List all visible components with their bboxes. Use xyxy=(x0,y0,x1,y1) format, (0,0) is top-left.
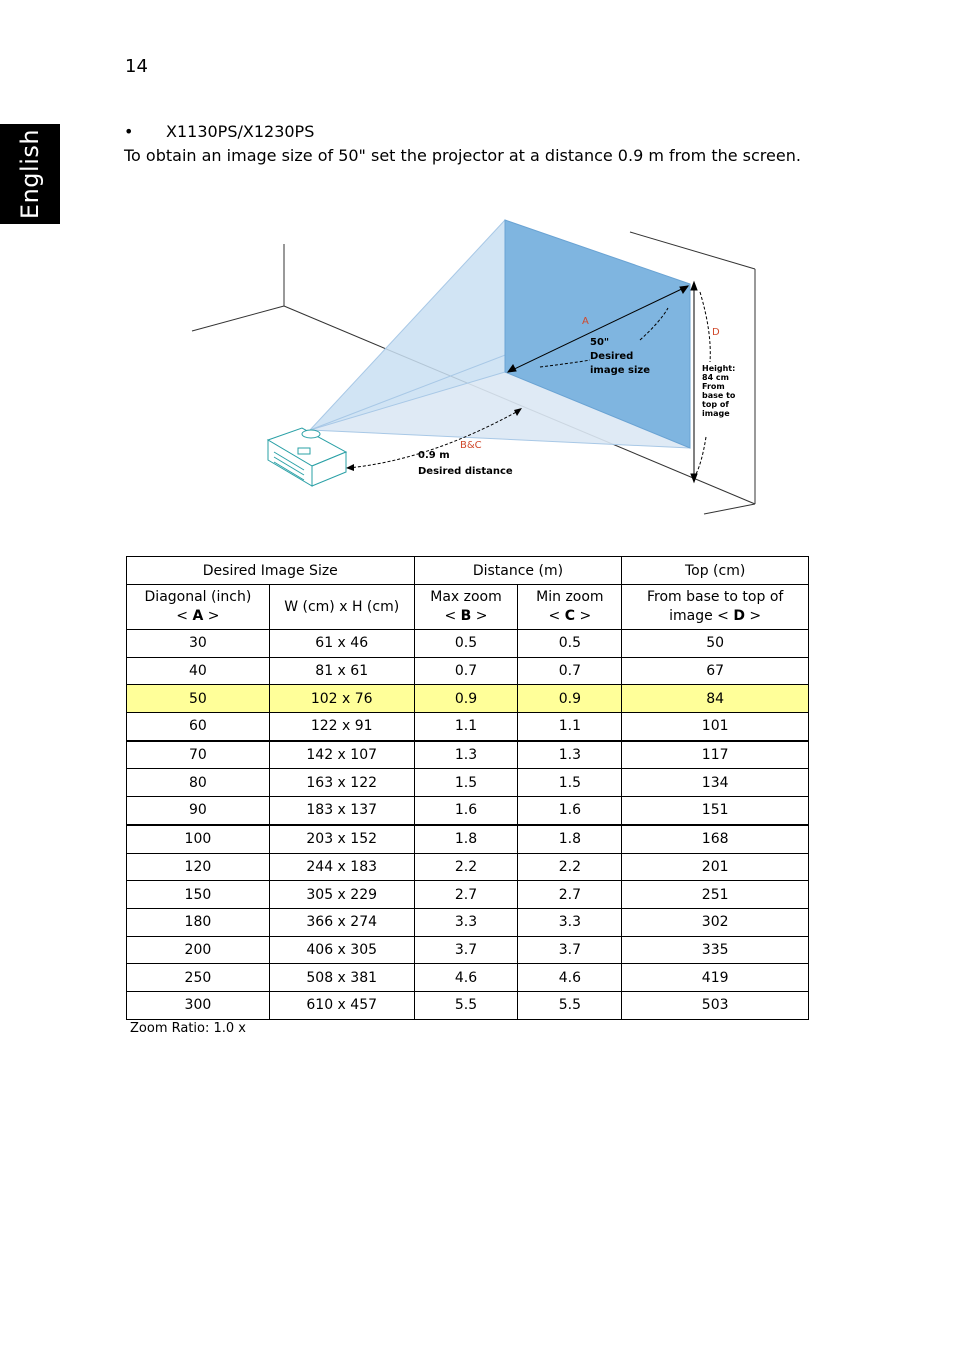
cell-max-zoom: 1.6 xyxy=(414,797,518,825)
cell-max-zoom: 1.3 xyxy=(414,741,518,769)
height-label xyxy=(702,364,738,418)
cell-min-zoom: 1.1 xyxy=(518,713,622,741)
cell-dimensions: 61 x 46 xyxy=(269,630,414,658)
cell-min-zoom: 1.8 xyxy=(518,825,622,853)
table-row xyxy=(127,657,809,685)
cell-min-zoom: 0.7 xyxy=(518,657,622,685)
column-header-dimensions: W (cm) x H (cm) xyxy=(269,585,414,630)
cell-top: 67 xyxy=(622,657,809,685)
cell-max-zoom: 1.8 xyxy=(414,825,518,853)
cell-diagonal: 60 xyxy=(127,713,270,741)
cell-min-zoom: 5.5 xyxy=(518,991,622,1019)
table-row xyxy=(127,991,809,1019)
cell-diagonal: 200 xyxy=(127,936,270,964)
cell-top: 134 xyxy=(622,769,809,797)
cell-dimensions: 163 x 122 xyxy=(269,769,414,797)
cell-min-zoom: 1.3 xyxy=(518,741,622,769)
table-row xyxy=(127,936,809,964)
table-row xyxy=(127,881,809,909)
group-header-top: Top (cm) xyxy=(622,557,809,585)
distance-caption: Desired distance xyxy=(418,466,513,477)
cell-max-zoom: 5.5 xyxy=(414,991,518,1019)
cell-dimensions: 244 x 183 xyxy=(269,853,414,881)
height-arrow xyxy=(691,282,697,482)
group-header-image-size: Desired Image Size xyxy=(127,557,415,585)
table-row xyxy=(127,685,809,713)
label-bc: B&C xyxy=(460,440,482,451)
cell-top: 50 xyxy=(622,630,809,658)
cell-max-zoom: 0.9 xyxy=(414,685,518,713)
cell-min-zoom: 1.6 xyxy=(518,797,622,825)
table-row xyxy=(127,853,809,881)
cell-dimensions: 142 x 107 xyxy=(269,741,414,769)
cell-min-zoom: 0.5 xyxy=(518,630,622,658)
bullet-icon: • xyxy=(124,122,134,141)
cell-diagonal: 150 xyxy=(127,881,270,909)
height-line: Height: xyxy=(702,364,736,373)
cell-top: 419 xyxy=(622,964,809,992)
cell-top: 251 xyxy=(622,881,809,909)
cell-diagonal: 300 xyxy=(127,991,270,1019)
cell-diagonal: 90 xyxy=(127,797,270,825)
cell-dimensions: 122 x 91 xyxy=(269,713,414,741)
cell-dimensions: 406 x 305 xyxy=(269,936,414,964)
distance-table xyxy=(126,556,809,1020)
cell-min-zoom: 2.7 xyxy=(518,881,622,909)
cell-diagonal: 30 xyxy=(127,630,270,658)
cell-top: 335 xyxy=(622,936,809,964)
table-row xyxy=(127,908,809,936)
image-size-line: 50" xyxy=(590,337,610,348)
table-group-header-row xyxy=(127,557,809,585)
height-line: From xyxy=(702,382,725,391)
cell-min-zoom: 2.2 xyxy=(518,853,622,881)
height-line: 84 cm xyxy=(702,373,729,382)
table-row xyxy=(127,769,809,797)
projector-icon xyxy=(268,428,346,486)
cell-top: 151 xyxy=(622,797,809,825)
distance-value: 0.9 m xyxy=(418,450,450,461)
image-size-line: Desired xyxy=(590,351,634,362)
cell-dimensions: 508 x 381 xyxy=(269,964,414,992)
cell-diagonal: 180 xyxy=(127,908,270,936)
cell-max-zoom: 4.6 xyxy=(414,964,518,992)
model-bullet xyxy=(124,122,314,141)
cell-dimensions: 366 x 274 xyxy=(269,908,414,936)
table-row xyxy=(127,964,809,992)
cell-diagonal: 70 xyxy=(127,741,270,769)
height-line: top of xyxy=(702,400,729,409)
projection-diagram xyxy=(180,212,780,532)
cell-diagonal: 40 xyxy=(127,657,270,685)
cell-top: 302 xyxy=(622,908,809,936)
column-header-top: From base to top of image < D > xyxy=(622,585,809,630)
table-row xyxy=(127,741,809,769)
cell-dimensions: 183 x 137 xyxy=(269,797,414,825)
cell-min-zoom: 0.9 xyxy=(518,685,622,713)
height-line: base to xyxy=(702,391,736,400)
table-row xyxy=(127,825,809,853)
cell-dimensions: 102 x 76 xyxy=(269,685,414,713)
cell-max-zoom: 0.7 xyxy=(414,657,518,685)
cell-diagonal: 80 xyxy=(127,769,270,797)
language-tab xyxy=(0,124,60,224)
table-row xyxy=(127,713,809,741)
cell-max-zoom: 1.5 xyxy=(414,769,518,797)
cell-diagonal: 50 xyxy=(127,685,270,713)
cell-top: 201 xyxy=(622,853,809,881)
cell-max-zoom: 3.3 xyxy=(414,908,518,936)
label-d: D xyxy=(712,327,720,338)
label-a: A xyxy=(582,316,589,327)
cell-min-zoom: 3.3 xyxy=(518,908,622,936)
cell-top: 84 xyxy=(622,685,809,713)
model-name: X1130PS/X1230PS xyxy=(166,122,315,141)
cell-max-zoom: 0.5 xyxy=(414,630,518,658)
cell-dimensions: 610 x 457 xyxy=(269,991,414,1019)
cell-top: 168 xyxy=(622,825,809,853)
cell-diagonal: 250 xyxy=(127,964,270,992)
language-tab-label: English xyxy=(16,128,44,220)
cell-diagonal: 120 xyxy=(127,853,270,881)
image-size-line: image size xyxy=(590,365,650,376)
column-header-min-zoom: Min zoom < C > xyxy=(518,585,622,630)
zoom-ratio-note: Zoom Ratio: 1.0 x xyxy=(130,1021,246,1036)
cell-dimensions: 203 x 152 xyxy=(269,825,414,853)
cell-top: 101 xyxy=(622,713,809,741)
cell-top: 117 xyxy=(622,741,809,769)
height-line: image xyxy=(702,409,730,418)
cell-min-zoom: 3.7 xyxy=(518,936,622,964)
group-header-distance: Distance (m) xyxy=(414,557,622,585)
intro-text: To obtain an image size of 50" set the projector at a distance 0.9 m from the screen. xyxy=(124,146,801,165)
cell-diagonal: 100 xyxy=(127,825,270,853)
cell-dimensions: 305 x 229 xyxy=(269,881,414,909)
distance-arrowtail xyxy=(346,464,354,471)
cell-max-zoom: 2.2 xyxy=(414,853,518,881)
column-header-diagonal: Diagonal (inch) < A > xyxy=(127,585,270,630)
cell-top: 503 xyxy=(622,991,809,1019)
cell-min-zoom: 4.6 xyxy=(518,964,622,992)
table-row xyxy=(127,797,809,825)
column-header-max-zoom: Max zoom < B > xyxy=(414,585,518,630)
page-number: 14 xyxy=(125,56,148,77)
table-column-header-row xyxy=(127,585,809,630)
cell-max-zoom: 1.1 xyxy=(414,713,518,741)
cell-max-zoom: 2.7 xyxy=(414,881,518,909)
cell-dimensions: 81 x 61 xyxy=(269,657,414,685)
cell-max-zoom: 3.7 xyxy=(414,936,518,964)
table-row xyxy=(127,630,809,658)
cell-min-zoom: 1.5 xyxy=(518,769,622,797)
